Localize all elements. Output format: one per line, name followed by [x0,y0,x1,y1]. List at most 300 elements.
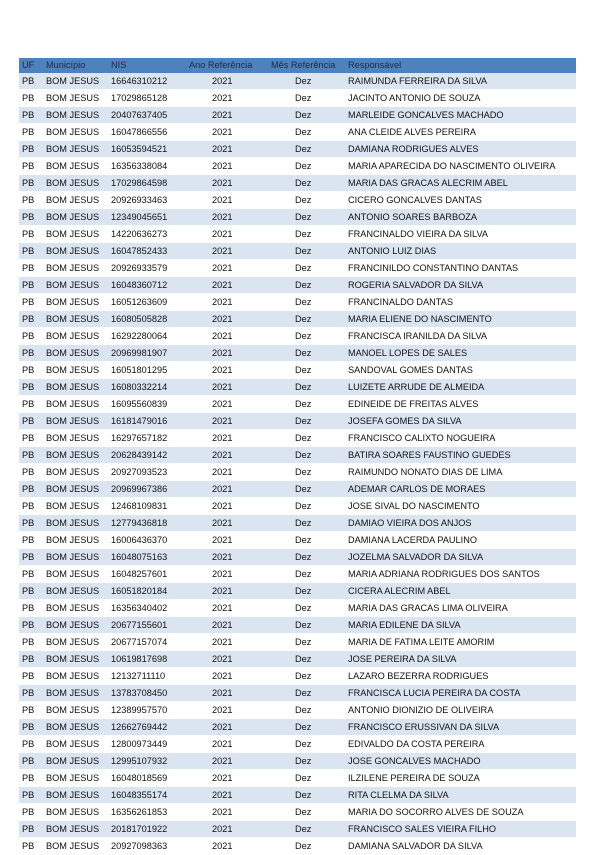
cell-uf: PB [19,243,43,260]
cell-uf: PB [19,549,43,566]
cell-responsavel: ADEMAR CARLOS DE MORAES [345,481,576,498]
cell-responsavel: MARIA DAS GRACAS ALECRIM ABEL [345,175,576,192]
table-row [19,311,576,328]
cell-nis: 16051263609 [108,294,186,311]
cell-responsavel: JOSEFA GOMES DA SILVA [345,413,576,430]
cell-ano: 2021 [186,328,268,345]
cell-responsavel: MANOEL LOPES DE SALES [345,345,576,362]
cell-responsavel: MARLEIDE GONCALVES MACHADO [345,107,576,124]
cell-responsavel: JACINTO ANTONIO DE SOUZA [345,90,576,107]
header-mes-referencia: Mês Referência [268,58,345,73]
cell-ano: 2021 [186,498,268,515]
cell-municipio: BOM JESUS [43,668,108,685]
cell-municipio: BOM JESUS [43,226,108,243]
cell-ano: 2021 [186,787,268,804]
cell-uf: PB [19,838,43,855]
beneficiaries-table [19,58,576,855]
table-row [19,362,576,379]
cell-uf: PB [19,685,43,702]
cell-nis: 16080505828 [108,311,186,328]
cell-uf: PB [19,73,43,90]
cell-uf: PB [19,634,43,651]
cell-municipio: BOM JESUS [43,549,108,566]
table-row [19,396,576,413]
cell-responsavel: JOSE PEREIRA DA SILVA [345,651,576,668]
cell-responsavel: MARIA DAS GRACAS LIMA OLIVEIRA [345,600,576,617]
cell-mes: Dez [268,532,345,549]
cell-municipio: BOM JESUS [43,294,108,311]
cell-municipio: BOM JESUS [43,175,108,192]
cell-responsavel: FRANCINALDO VIEIRA DA SILVA [345,226,576,243]
cell-ano: 2021 [186,702,268,719]
cell-responsavel: FRANCISCO SALES VIEIRA FILHO [345,821,576,838]
cell-municipio: BOM JESUS [43,90,108,107]
cell-nis: 20677155601 [108,617,186,634]
cell-nis: 14220636273 [108,226,186,243]
cell-municipio: BOM JESUS [43,770,108,787]
cell-responsavel: JOSE SIVAL DO NASCIMENTO [345,498,576,515]
cell-municipio: BOM JESUS [43,515,108,532]
table-row [19,294,576,311]
table-row [19,90,576,107]
cell-responsavel: LAZARO BEZERRA RODRIGUES [345,668,576,685]
cell-nis: 16051801295 [108,362,186,379]
cell-nis: 20926933463 [108,192,186,209]
cell-responsavel: CICERA ALECRIM ABEL [345,583,576,600]
table-row [19,277,576,294]
cell-ano: 2021 [186,226,268,243]
cell-responsavel: MARIA ADRIANA RODRIGUES DOS SANTOS [345,566,576,583]
cell-ano: 2021 [186,362,268,379]
cell-ano: 2021 [186,175,268,192]
table-row [19,464,576,481]
cell-uf: PB [19,396,43,413]
cell-responsavel: FRANCISCO ERUSSIVAN DA SILVA [345,719,576,736]
cell-municipio: BOM JESUS [43,107,108,124]
cell-mes: Dez [268,634,345,651]
cell-uf: PB [19,277,43,294]
cell-uf: PB [19,617,43,634]
cell-municipio: BOM JESUS [43,617,108,634]
cell-responsavel: DAMIANA SALVADOR DA SILVA [345,838,576,855]
cell-uf: PB [19,141,43,158]
cell-ano: 2021 [186,260,268,277]
cell-municipio: BOM JESUS [43,158,108,175]
cell-municipio: BOM JESUS [43,838,108,855]
cell-mes: Dez [268,209,345,226]
cell-mes: Dez [268,430,345,447]
cell-ano: 2021 [186,107,268,124]
cell-ano: 2021 [186,821,268,838]
cell-nis: 12468109831 [108,498,186,515]
cell-mes: Dez [268,158,345,175]
cell-responsavel: MARIA DE FATIMA LEITE AMORIM [345,634,576,651]
cell-responsavel: EDINEIDE DE FREITAS ALVES [345,396,576,413]
cell-nis: 16292280064 [108,328,186,345]
table-row [19,736,576,753]
cell-responsavel: MARIA DO SOCORRO ALVES DE SOUZA [345,804,576,821]
cell-mes: Dez [268,549,345,566]
cell-ano: 2021 [186,685,268,702]
cell-ano: 2021 [186,804,268,821]
cell-ano: 2021 [186,413,268,430]
cell-ano: 2021 [186,209,268,226]
cell-responsavel: SANDOVAL GOMES DANTAS [345,362,576,379]
cell-uf: PB [19,226,43,243]
table-row [19,345,576,362]
cell-ano: 2021 [186,600,268,617]
cell-mes: Dez [268,838,345,855]
cell-uf: PB [19,328,43,345]
cell-nis: 16048257601 [108,566,186,583]
table-row [19,532,576,549]
cell-mes: Dez [268,617,345,634]
cell-ano: 2021 [186,532,268,549]
table-row [19,175,576,192]
cell-responsavel: RAIMUNDO NONATO DIAS DE LIMA [345,464,576,481]
cell-responsavel: FRANCINILDO CONSTANTINO DANTAS [345,260,576,277]
cell-municipio: BOM JESUS [43,685,108,702]
cell-nis: 20407637405 [108,107,186,124]
cell-mes: Dez [268,498,345,515]
cell-uf: PB [19,209,43,226]
cell-nis: 16048360712 [108,277,186,294]
cell-mes: Dez [268,243,345,260]
cell-ano: 2021 [186,311,268,328]
table-row [19,413,576,430]
cell-nis: 16356261853 [108,804,186,821]
cell-municipio: BOM JESUS [43,277,108,294]
cell-responsavel: ANTONIO DIONIZIO DE OLIVEIRA [345,702,576,719]
cell-nis: 16051820184 [108,583,186,600]
cell-ano: 2021 [186,719,268,736]
table-row [19,158,576,175]
table-row [19,515,576,532]
cell-responsavel: ROGERIA SALVADOR DA SILVA [345,277,576,294]
cell-ano: 2021 [186,481,268,498]
cell-uf: PB [19,158,43,175]
cell-ano: 2021 [186,90,268,107]
cell-ano: 2021 [186,583,268,600]
cell-nis: 16047852433 [108,243,186,260]
cell-responsavel: FRANCISCA LUCIA PEREIRA DA COSTA [345,685,576,702]
cell-ano: 2021 [186,141,268,158]
cell-ano: 2021 [186,549,268,566]
cell-nis: 16053594521 [108,141,186,158]
cell-nis: 20181701922 [108,821,186,838]
cell-mes: Dez [268,770,345,787]
cell-nis: 12779436818 [108,515,186,532]
cell-nis: 17029864598 [108,175,186,192]
cell-municipio: BOM JESUS [43,787,108,804]
cell-responsavel: BATIRA SOARES FAUSTINO GUEDES [345,447,576,464]
cell-mes: Dez [268,311,345,328]
table-row [19,719,576,736]
cell-mes: Dez [268,396,345,413]
table-row [19,549,576,566]
cell-uf: PB [19,702,43,719]
cell-uf: PB [19,770,43,787]
cell-nis: 20926933579 [108,260,186,277]
table-row [19,498,576,515]
cell-nis: 16646310212 [108,73,186,90]
cell-uf: PB [19,175,43,192]
cell-uf: PB [19,362,43,379]
cell-responsavel: CICERO GONCALVES DANTAS [345,192,576,209]
cell-mes: Dez [268,719,345,736]
cell-mes: Dez [268,821,345,838]
table-row [19,566,576,583]
cell-municipio: BOM JESUS [43,600,108,617]
cell-municipio: BOM JESUS [43,396,108,413]
cell-ano: 2021 [186,566,268,583]
cell-ano: 2021 [186,838,268,855]
cell-municipio: BOM JESUS [43,192,108,209]
cell-uf: PB [19,719,43,736]
cell-mes: Dez [268,277,345,294]
cell-uf: PB [19,311,43,328]
cell-ano: 2021 [186,158,268,175]
cell-nis: 12349045651 [108,209,186,226]
cell-municipio: BOM JESUS [43,498,108,515]
table-row [19,702,576,719]
cell-responsavel: DAMIANA RODRIGUES ALVES [345,141,576,158]
cell-municipio: BOM JESUS [43,702,108,719]
table-row [19,141,576,158]
cell-ano: 2021 [186,668,268,685]
table-row [19,753,576,770]
cell-mes: Dez [268,260,345,277]
cell-nis: 16356340402 [108,600,186,617]
cell-mes: Dez [268,226,345,243]
table-row [19,787,576,804]
cell-mes: Dez [268,736,345,753]
cell-ano: 2021 [186,345,268,362]
cell-uf: PB [19,787,43,804]
table-row [19,838,576,855]
table-row [19,73,576,90]
cell-uf: PB [19,736,43,753]
cell-municipio: BOM JESUS [43,804,108,821]
table-row [19,192,576,209]
header-responsavel: Responsável [345,58,576,73]
cell-mes: Dez [268,481,345,498]
cell-responsavel: RAIMUNDA FERREIRA DA SILVA [345,73,576,90]
cell-municipio: BOM JESUS [43,736,108,753]
table-row [19,379,576,396]
cell-nis: 20677157074 [108,634,186,651]
table-body [19,73,576,855]
cell-uf: PB [19,107,43,124]
cell-responsavel: FRANCISCA IRANILDA DA SILVA [345,328,576,345]
cell-nis: 16048018569 [108,770,186,787]
cell-municipio: BOM JESUS [43,345,108,362]
cell-mes: Dez [268,124,345,141]
cell-uf: PB [19,753,43,770]
cell-municipio: BOM JESUS [43,328,108,345]
cell-mes: Dez [268,90,345,107]
cell-uf: PB [19,515,43,532]
header-nis: NIS [108,58,186,73]
cell-mes: Dez [268,804,345,821]
cell-ano: 2021 [186,515,268,532]
table-row [19,107,576,124]
cell-municipio: BOM JESUS [43,209,108,226]
cell-nis: 12995107932 [108,753,186,770]
cell-responsavel: ANTONIO LUIZ DIAS [345,243,576,260]
cell-nis: 20628439142 [108,447,186,464]
cell-ano: 2021 [186,379,268,396]
cell-mes: Dez [268,294,345,311]
cell-nis: 20927098363 [108,838,186,855]
table-row [19,328,576,345]
cell-nis: 20969981907 [108,345,186,362]
cell-municipio: BOM JESUS [43,464,108,481]
table-row [19,770,576,787]
table-row [19,226,576,243]
cell-responsavel: RITA CLELMA DA SILVA [345,787,576,804]
cell-municipio: BOM JESUS [43,243,108,260]
cell-nis: 10619817698 [108,651,186,668]
cell-mes: Dez [268,73,345,90]
cell-nis: 16006436370 [108,532,186,549]
table-row [19,481,576,498]
cell-municipio: BOM JESUS [43,311,108,328]
table-row [19,600,576,617]
cell-municipio: BOM JESUS [43,821,108,838]
cell-nis: 20969967386 [108,481,186,498]
cell-uf: PB [19,668,43,685]
table-row [19,651,576,668]
table-row [19,634,576,651]
cell-uf: PB [19,345,43,362]
cell-mes: Dez [268,464,345,481]
cell-municipio: BOM JESUS [43,124,108,141]
cell-mes: Dez [268,566,345,583]
cell-municipio: BOM JESUS [43,260,108,277]
cell-municipio: BOM JESUS [43,379,108,396]
cell-municipio: BOM JESUS [43,362,108,379]
cell-ano: 2021 [186,294,268,311]
cell-uf: PB [19,294,43,311]
table-header [19,58,576,73]
cell-municipio: BOM JESUS [43,447,108,464]
cell-responsavel: MARIA EDILENE DA SILVA [345,617,576,634]
table-row [19,243,576,260]
cell-mes: Dez [268,583,345,600]
table-row [19,209,576,226]
cell-uf: PB [19,804,43,821]
cell-municipio: BOM JESUS [43,651,108,668]
cell-nis: 16047866556 [108,124,186,141]
cell-ano: 2021 [186,770,268,787]
cell-municipio: BOM JESUS [43,566,108,583]
cell-responsavel: EDIVALDO DA COSTA PEREIRA [345,736,576,753]
cell-responsavel: MARIA ELIENE DO NASCIMENTO [345,311,576,328]
cell-ano: 2021 [186,736,268,753]
cell-nis: 17029865128 [108,90,186,107]
cell-uf: PB [19,821,43,838]
cell-responsavel: ILZILENE PEREIRA DE SOUZA [345,770,576,787]
cell-municipio: BOM JESUS [43,634,108,651]
table-row [19,821,576,838]
document-page [19,58,576,855]
cell-nis: 13783708450 [108,685,186,702]
cell-ano: 2021 [186,124,268,141]
cell-municipio: BOM JESUS [43,532,108,549]
cell-responsavel: ANTONIO SOARES BARBOZA [345,209,576,226]
cell-nis: 12662769442 [108,719,186,736]
cell-ano: 2021 [186,396,268,413]
cell-ano: 2021 [186,243,268,260]
table-row [19,804,576,821]
cell-mes: Dez [268,141,345,158]
cell-municipio: BOM JESUS [43,719,108,736]
cell-municipio: BOM JESUS [43,753,108,770]
cell-ano: 2021 [186,651,268,668]
cell-mes: Dez [268,345,345,362]
cell-ano: 2021 [186,617,268,634]
cell-nis: 20927093523 [108,464,186,481]
cell-responsavel: FRANCINALDO DANTAS [345,294,576,311]
cell-municipio: BOM JESUS [43,481,108,498]
cell-uf: PB [19,566,43,583]
cell-mes: Dez [268,600,345,617]
cell-uf: PB [19,498,43,515]
cell-mes: Dez [268,685,345,702]
cell-nis: 16297657182 [108,430,186,447]
cell-responsavel: ANA CLEIDE ALVES PEREIRA [345,124,576,141]
cell-municipio: BOM JESUS [43,141,108,158]
cell-nis: 12800973449 [108,736,186,753]
cell-nis: 12389957570 [108,702,186,719]
cell-mes: Dez [268,515,345,532]
cell-ano: 2021 [186,634,268,651]
cell-nis: 16356338084 [108,158,186,175]
cell-uf: PB [19,124,43,141]
cell-mes: Dez [268,668,345,685]
cell-nis: 16048075163 [108,549,186,566]
cell-ano: 2021 [186,277,268,294]
cell-ano: 2021 [186,73,268,90]
cell-responsavel: MARIA APARECIDA DO NASCIMENTO OLIVEIRA [345,158,576,175]
cell-mes: Dez [268,379,345,396]
cell-ano: 2021 [186,464,268,481]
cell-uf: PB [19,90,43,107]
table-row [19,430,576,447]
cell-municipio: BOM JESUS [43,583,108,600]
cell-responsavel: DAMIAO VIEIRA DOS ANJOS [345,515,576,532]
cell-ano: 2021 [186,430,268,447]
table-row [19,617,576,634]
header-municipio: Município [43,58,108,73]
cell-responsavel: DAMIANA LACERDA PAULINO [345,532,576,549]
cell-uf: PB [19,430,43,447]
cell-uf: PB [19,464,43,481]
cell-responsavel: LUIZETE ARRUDE DE ALMEIDA [345,379,576,396]
cell-mes: Dez [268,753,345,770]
cell-nis: 16181479016 [108,413,186,430]
cell-mes: Dez [268,328,345,345]
cell-mes: Dez [268,787,345,804]
cell-nis: 12132711110 [108,668,186,685]
cell-responsavel: JOSE GONCALVES MACHADO [345,753,576,770]
cell-ano: 2021 [186,447,268,464]
cell-uf: PB [19,413,43,430]
cell-mes: Dez [268,651,345,668]
header-ano-referencia: Ano Referência [186,58,268,73]
cell-responsavel: FRANCISCO CALIXTO NOGUEIRA [345,430,576,447]
